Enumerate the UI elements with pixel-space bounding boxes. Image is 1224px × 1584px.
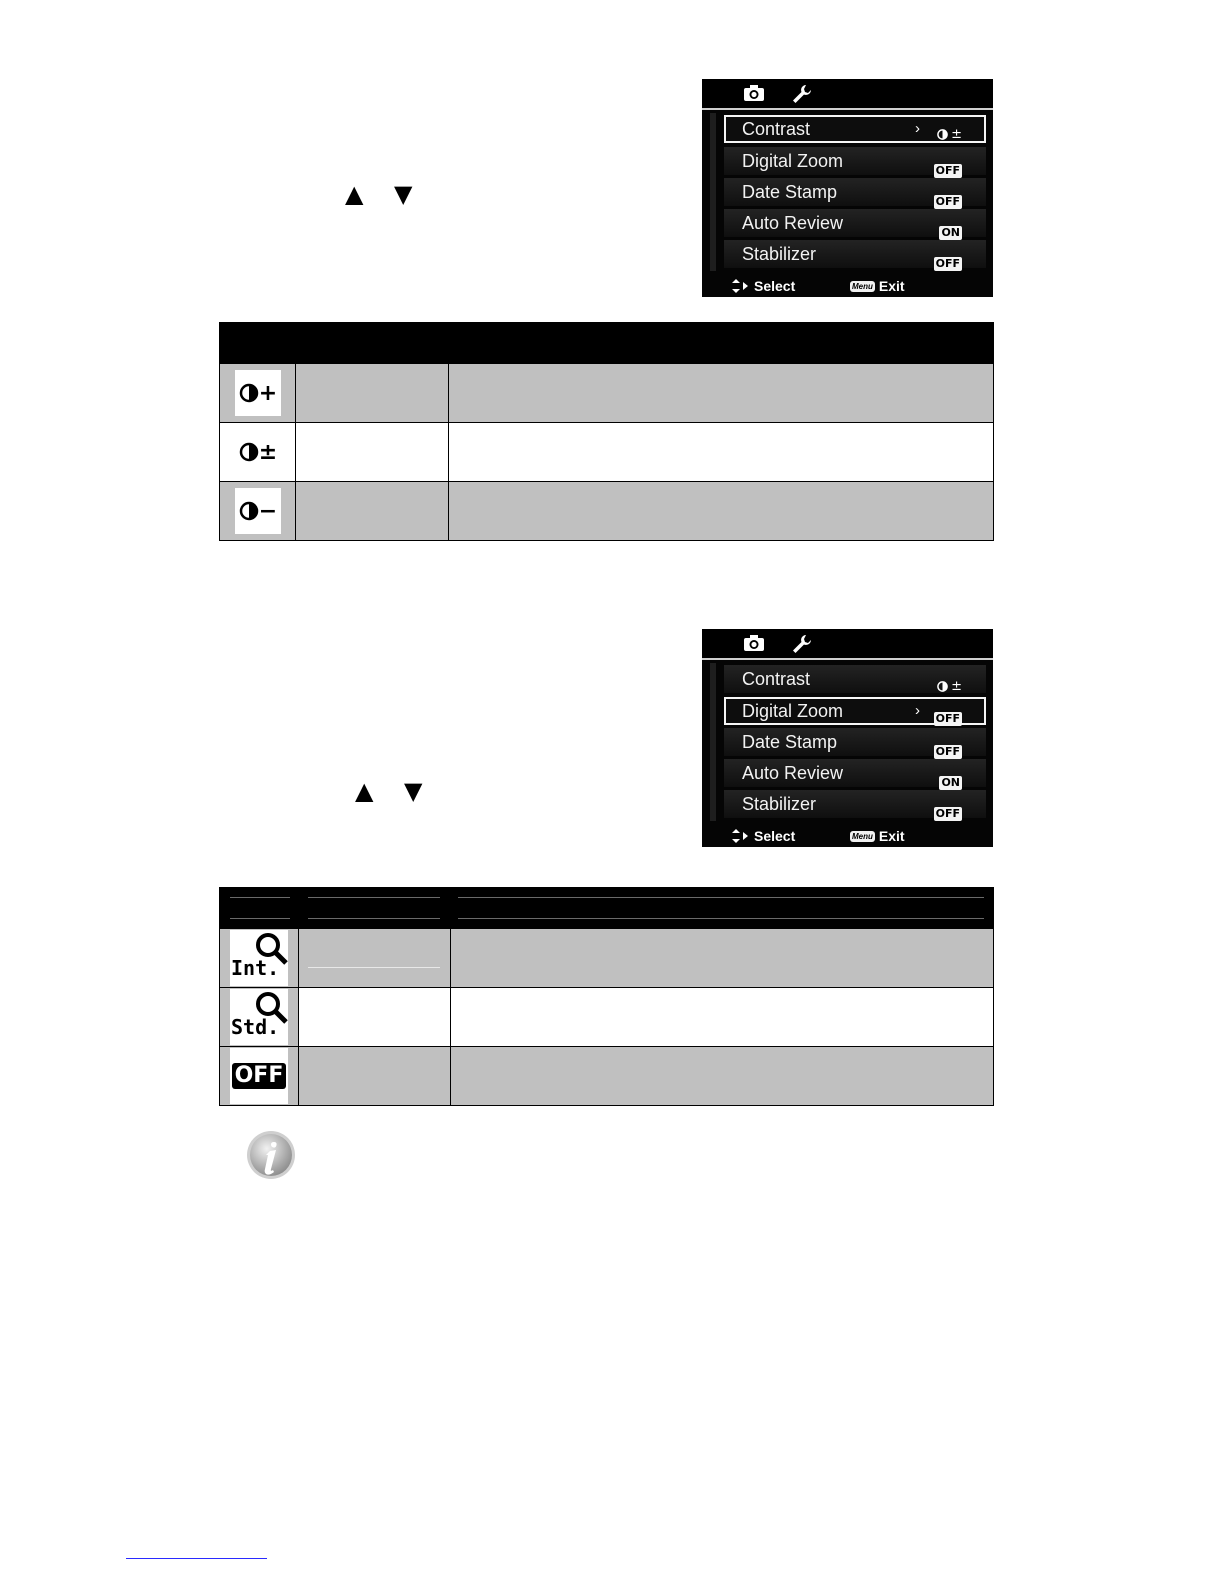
status-badge: OFF bbox=[935, 195, 960, 208]
digital-zoom-options-table bbox=[219, 887, 994, 1106]
exit-hint-label: Exit bbox=[878, 828, 905, 844]
menu-footer bbox=[702, 828, 993, 847]
table-row bbox=[220, 422, 993, 481]
contrast-icon bbox=[937, 129, 948, 140]
wrench-icon[interactable] bbox=[791, 634, 813, 654]
down-arrow-icon: ▼ bbox=[404, 777, 423, 805]
contrast-high-icon: + bbox=[235, 370, 281, 416]
menu-item-date-stamp[interactable] bbox=[724, 178, 986, 206]
navigate-arrows-icon bbox=[732, 279, 748, 293]
menu-item-label: Date Stamp bbox=[742, 732, 838, 752]
wrench-icon[interactable] bbox=[791, 84, 813, 104]
up-arrow-icon: ▲ bbox=[355, 777, 374, 805]
table-row bbox=[220, 481, 993, 540]
up-arrow-icon: ▲ bbox=[345, 180, 364, 208]
menu-item-digital-zoom[interactable] bbox=[724, 147, 986, 175]
camera-menu-screen-digital-zoom bbox=[702, 629, 993, 847]
menu-item-stabilizer[interactable] bbox=[724, 240, 986, 268]
camera-menu-screen-contrast bbox=[702, 79, 993, 297]
footer-link-underline[interactable] bbox=[126, 1558, 267, 1559]
contrast-sign: ± bbox=[951, 126, 962, 142]
camera-icon[interactable] bbox=[743, 84, 765, 102]
menu-item-label: Auto Review bbox=[742, 213, 844, 233]
contrast-value bbox=[937, 122, 962, 146]
scroll-track bbox=[710, 113, 716, 271]
scroll-track bbox=[710, 663, 716, 821]
menu-item-auto-review[interactable] bbox=[724, 209, 986, 237]
menu-button-icon: Menu bbox=[852, 281, 873, 291]
contrast-sign: ± bbox=[951, 678, 962, 694]
menu-footer bbox=[702, 278, 993, 297]
menu-item-label: Contrast bbox=[742, 669, 811, 689]
status-badge: ON bbox=[941, 226, 960, 239]
menu-item-date-stamp[interactable] bbox=[724, 728, 986, 756]
info-icon bbox=[244, 1129, 300, 1183]
intelligent-zoom-icon bbox=[230, 930, 288, 986]
contrast-value bbox=[937, 672, 962, 700]
table-row bbox=[220, 1046, 993, 1105]
status-badge: OFF bbox=[935, 712, 960, 725]
contrast-low-icon: − bbox=[235, 488, 281, 534]
contrast-options-table bbox=[219, 322, 994, 541]
table-row bbox=[220, 928, 993, 987]
select-hint-label: Select bbox=[754, 278, 796, 294]
menu-item-digital-zoom[interactable] bbox=[724, 697, 986, 725]
status-badge: OFF bbox=[935, 807, 960, 820]
menu-tab-bar bbox=[702, 79, 993, 110]
menu-button-icon: Menu bbox=[852, 831, 873, 841]
chevron-right-icon: › bbox=[915, 120, 920, 137]
menu-item-label: Auto Review bbox=[742, 763, 844, 783]
zoom-off-icon: OFF bbox=[230, 1048, 288, 1104]
table-row bbox=[220, 363, 993, 422]
status-badge: OFF bbox=[935, 257, 960, 270]
svg-text:Int.: Int. bbox=[231, 956, 280, 980]
navigate-arrows-icon bbox=[732, 829, 748, 843]
menu-item-label: Date Stamp bbox=[742, 182, 838, 202]
menu-item-label: Contrast bbox=[742, 119, 811, 139]
status-badge: OFF bbox=[935, 164, 960, 177]
menu-item-label: Stabilizer bbox=[742, 244, 817, 264]
menu-tab-bar bbox=[702, 629, 993, 660]
menu-item-label: Stabilizer bbox=[742, 794, 817, 814]
down-arrow-icon: ▼ bbox=[394, 180, 413, 208]
menu-item-auto-review[interactable] bbox=[724, 759, 986, 787]
menu-item-contrast[interactable] bbox=[724, 115, 986, 143]
select-hint-label: Select bbox=[754, 828, 796, 844]
status-badge: ON bbox=[941, 776, 960, 789]
menu-item-label: Digital Zoom bbox=[742, 701, 844, 721]
status-badge: OFF bbox=[935, 745, 960, 758]
table-row bbox=[220, 987, 993, 1046]
table-header bbox=[220, 888, 993, 928]
standard-zoom-icon bbox=[230, 989, 288, 1045]
menu-item-contrast[interactable] bbox=[724, 665, 986, 693]
svg-text:Std.: Std. bbox=[231, 1015, 280, 1039]
menu-item-label: Digital Zoom bbox=[742, 151, 844, 171]
camera-icon[interactable] bbox=[743, 634, 765, 652]
menu-item-stabilizer[interactable] bbox=[724, 790, 986, 818]
table-header bbox=[220, 323, 993, 363]
exit-hint-label: Exit bbox=[878, 278, 905, 294]
chevron-right-icon: › bbox=[915, 702, 920, 719]
contrast-icon bbox=[937, 681, 948, 692]
contrast-normal-icon: ± bbox=[235, 429, 281, 475]
